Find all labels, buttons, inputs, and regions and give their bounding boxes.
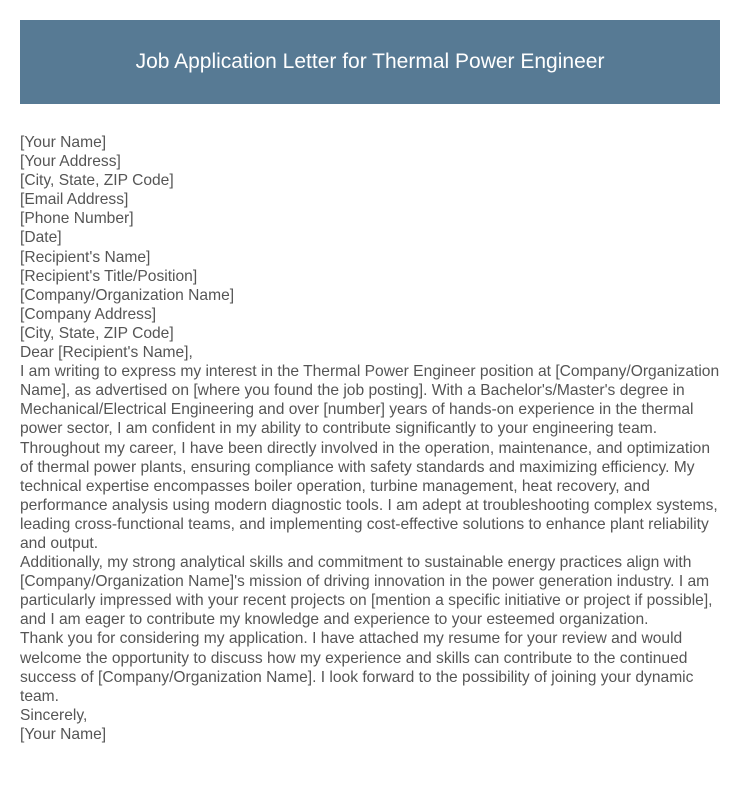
paragraph-experience: Throughout my career, I have been directly involved in the operation, maintenance, and optimization of thermal power plants, ensuring compliance with safety standards and maximizing efficiency. My technical expertise encompasses boiler operation, turbine management, heat recovery, and performance analysis using modern diagnostic tools. I am adept at troubleshooting complex systems, leading cross-functional teams, and implementing cost-effective solutions to enhance plant reliability and output. — [20, 439, 718, 552]
closing: Sincerely, — [20, 706, 88, 724]
paragraph-alignment: Additionally, my strong analytical skills and commitment to sustainable energy practices align with [Company/Organization Name]'s mission of driving innovation in the power generation industry. I am particularly impressed with your recent projects on [mention a specific initiative or project if possible], and I am eager to contribute my knowledge and experience to your esteemed organization. — [20, 554, 713, 629]
recipient-title: [Recipient's Title/Position] — [20, 267, 198, 285]
sender-city-state-zip: [City, State, ZIP Code] — [20, 172, 174, 190]
paragraph-closing: Thank you for considering my application. I have attached my resume for your review and would welcome the opportunity to discuss how my experience and skills can contribute to the continued success of [Company/Organization Name]. I look forward to the possibility of joining your dynamic team. — [20, 630, 694, 705]
title-banner — [20, 20, 720, 104]
sender-phone: [Phone Number] — [20, 210, 134, 228]
paragraph-intro: I am writing to express my interest in the Thermal Power Engineer position at [Company/Organization Name], as advertised on [where you found the job posting]. With a Bachelor's/Master's degree in Mechanical/Electrical Engineering and over [number] years of hands-on experience in the thermal power sector, I am confident in my ability to contribute significantly to your engineering team. — [20, 363, 720, 438]
recipient-city-state-zip: [City, State, ZIP Code] — [20, 324, 174, 342]
signature: [Your Name] — [20, 725, 107, 743]
recipient-address: [Company Address] — [20, 305, 157, 323]
sender-name: [Your Name] — [20, 134, 107, 151]
page-title: Job Application Letter for Thermal Power Engineer — [135, 50, 605, 73]
salutation: Dear [Recipient's Name], — [20, 344, 193, 362]
recipient-name: [Recipient's Name] — [20, 248, 151, 266]
sender-address: [Your Address] — [20, 153, 121, 171]
letter-body — [20, 133, 720, 744]
recipient-company: [Company/Organization Name] — [20, 286, 235, 304]
letter-date: [Date] — [20, 229, 62, 247]
sender-email: [Email Address] — [20, 191, 129, 209]
